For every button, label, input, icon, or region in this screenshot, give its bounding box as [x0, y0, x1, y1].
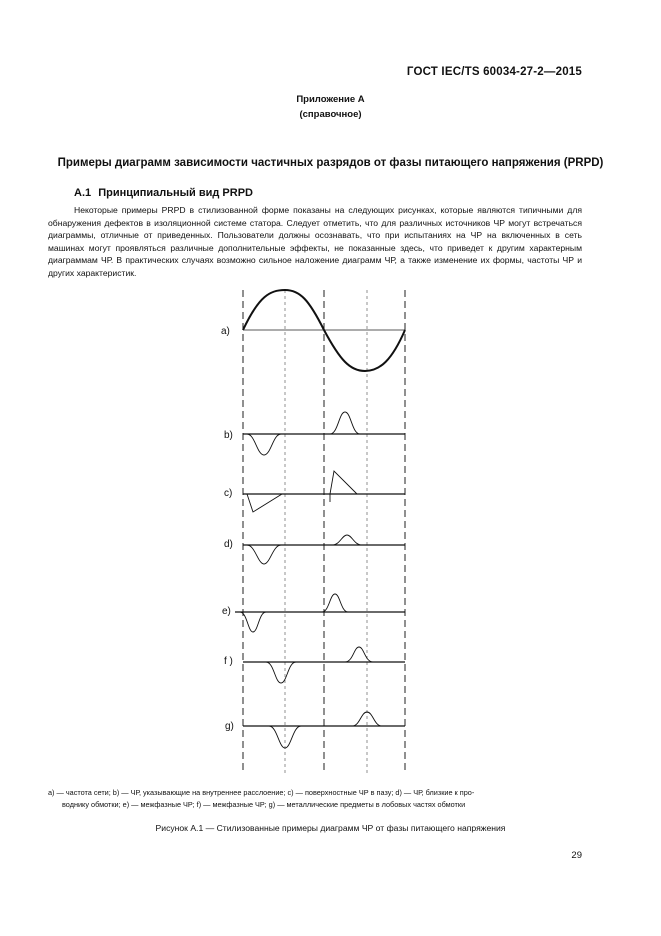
page-number: 29 [571, 850, 582, 861]
annex-title: Приложение А [296, 94, 365, 105]
annex-subtitle: (справочное) [299, 109, 362, 120]
pd-pulse-negative-f [266, 662, 296, 683]
plot-label-g: g) [225, 721, 234, 732]
figure-legend [48, 787, 582, 811]
main-title: Примеры диаграмм зависимости частичных разрядов от фазы питающего напряжения (PRPD) [57, 157, 604, 169]
section-title: Принципиальный вид PRPD [98, 187, 253, 199]
pd-pulse-negative-b [247, 434, 281, 455]
prpd-figure [0, 280, 661, 780]
legend-line-2: воднику обмотки; e) — межфазные ЧР; f) — межфазные ЧР; g) — металлические предметы в лобовых частях обмотки [62, 800, 466, 809]
plot-label-a: a) [221, 326, 230, 337]
body-paragraph: Некоторые примеры PRPD в стилизованной форме показаны на следующих рисунках, которые являются типичными для обнаружения дефектов в изоляционной системе статора. Следует отметить, что для различных источников ЧР могут встречаться диаграммы, отличные от приведенных. Пользователи должны осознавать, что при испытаниях на ЧР на включенных в сеть машинах могут проявляться различные дополнительные эффекты, не показанные здесь, что приведет к другим характерным диаграммам ЧР. В практических случаях возможно сильное наложение диаграмм ЧР, а также изменение их формы, частоты ЧР и других характеристик. [48, 205, 582, 278]
phase-guides [243, 290, 405, 773]
document-header: ГОСТ IEC/TS 60034-27-2—2015 [406, 66, 582, 78]
pd-surface-positive-c [330, 471, 357, 494]
pd-pulse-positive-e [322, 594, 348, 612]
pd-pulse-negative-d [247, 545, 281, 564]
plot-label-e: e) [222, 606, 231, 617]
plot-label-c: c) [224, 488, 233, 499]
pd-pulse-positive-d [332, 535, 362, 545]
figure-caption: Рисунок А.1 — Стилизованные примеры диаграмм ЧР от фазы питающего напряжения [155, 823, 506, 833]
pd-pulse-positive-f [345, 647, 373, 662]
pd-pulse-negative-e [240, 612, 266, 632]
plot-label-b: b) [224, 430, 233, 441]
plot-label-d: d) [224, 539, 233, 550]
pd-pulse-positive-b [330, 412, 360, 434]
plot-label-f: f ) [224, 656, 233, 667]
section-number: А.1 [74, 187, 92, 199]
section-heading [74, 187, 257, 199]
legend-line-1: a) — частота сети; b) — ЧР, указывающие на внутреннее расслоение; c) — поверхностные ЧР в пазу; d) — ЧР, близкие к про- [48, 788, 475, 797]
pd-surface-negative-c [247, 494, 282, 512]
